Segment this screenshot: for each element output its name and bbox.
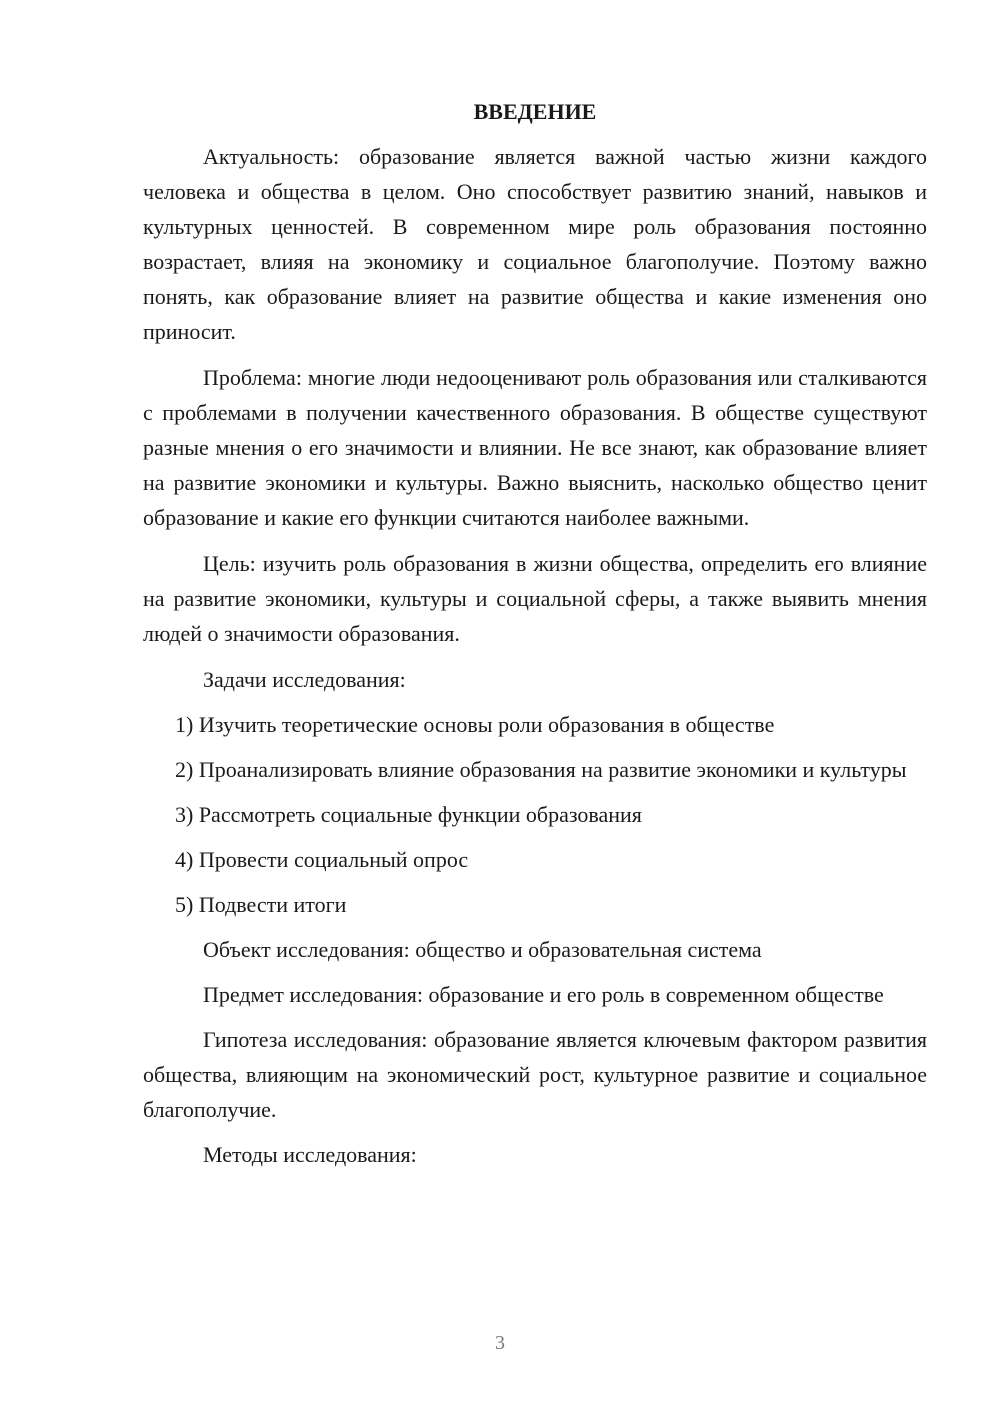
task-item-5: 5) Подвести итоги <box>175 892 347 917</box>
paragraph-problem: Проблема: многие люди недооценивают роль образования или сталкиваются с проблемами в получении качественного образования. В обществе существуют разные мнения о его значимости и влиянии. Не все знают, как образование влияет на развитие экономики и культуры. Важно выяснить, насколько общество ценит образование и какие его функции считаются наиболее важными. <box>143 365 927 530</box>
paragraph-methods: Методы исследования: <box>203 1142 417 1167</box>
section-heading: ВВЕДЕНИЕ <box>473 99 597 124</box>
paragraph-object: Объект исследования: общество и образовательная система <box>203 937 762 962</box>
paragraph-subject: Предмет исследования: образование и его роль в современном обществе <box>203 982 884 1007</box>
task-item-2: 2) Проанализировать влияние образования на развитие экономики и культуры <box>175 757 907 782</box>
paragraph-goal: Цель: изучить роль образования в жизни общества, определить его влияние на развитие экономики, культуры и социальной сферы, а также выявить мнения людей о значимости образования. <box>143 551 927 646</box>
paragraph-tasks-intro: Задачи исследования: <box>203 667 406 692</box>
task-item-1: 1) Изучить теоретические основы роли образования в обществе <box>175 712 775 737</box>
paragraph-relevance: Актуальность: образование является важной частью жизни каждого человека и общества в целом. Оно способствует развитию знаний, навыков и культурных ценностей. В современном мире роль образования постоянно возрастает, влияя на экономику и социальное благополучие. Поэтому важно понять, как образование влияет на развитие общества и какие изменения оно приносит. <box>143 144 927 344</box>
page-body <box>143 94 927 1172</box>
task-item-4: 4) Провести социальный опрос <box>175 847 469 872</box>
paragraph-hypothesis: Гипотеза исследования: образование является ключевым фактором развития общества, влияющим на экономический рост, культурное развитие и социальное благополучие. <box>143 1027 927 1122</box>
task-item-3: 3) Рассмотреть социальные функции образования <box>175 802 642 827</box>
page-number: 3 <box>495 1332 505 1354</box>
